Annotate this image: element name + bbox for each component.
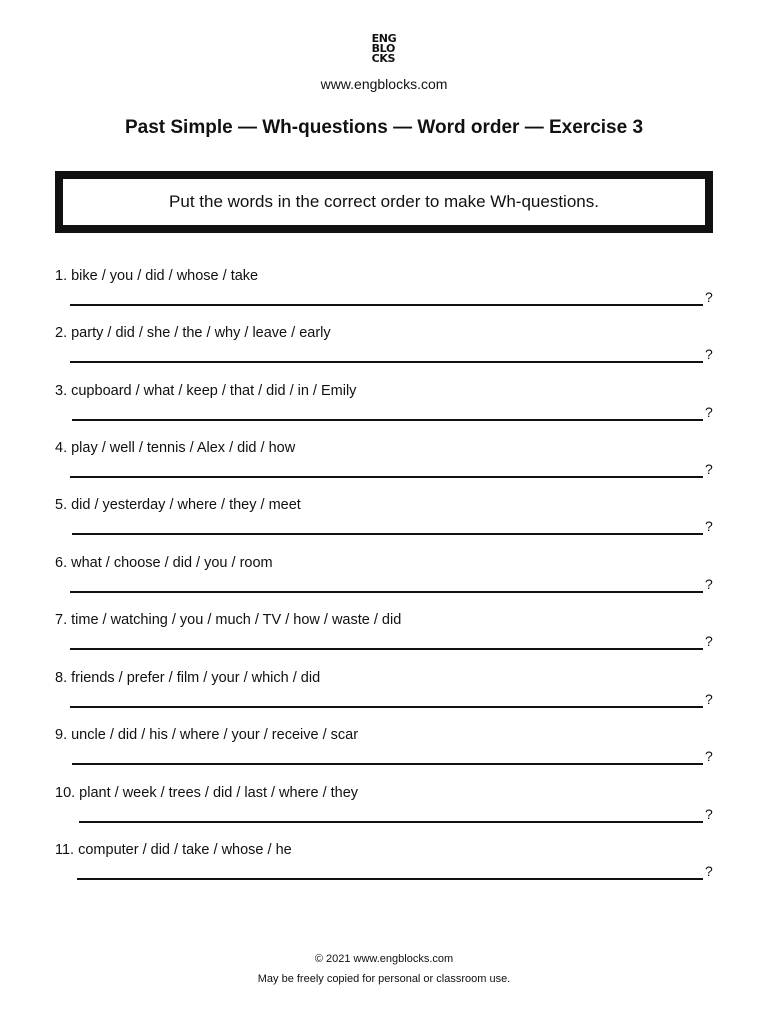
exercise-prompt: 9. uncle / did / his / where / your / receive / scar xyxy=(55,727,359,743)
exercise-prompt: 10. plant / week / trees / did / last / where / they xyxy=(55,785,359,801)
question-mark: ? xyxy=(705,633,713,649)
answer-line[interactable] xyxy=(79,821,703,823)
question-mark: ? xyxy=(705,863,713,879)
question-mark: ? xyxy=(705,404,713,420)
engblocks-logo xyxy=(0,34,768,67)
exercise-prompt: 1. bike / you / did / whose / take xyxy=(55,268,259,284)
exercise-prompt: 11. computer / did / take / whose / he xyxy=(55,842,292,858)
footer-note: May be freely copied for personal or classroom use. xyxy=(257,973,511,985)
logo-mark xyxy=(372,34,397,64)
question-mark: ? xyxy=(705,461,713,477)
answer-line[interactable] xyxy=(70,361,703,363)
site-url: www.engblocks.com xyxy=(320,76,448,92)
answer-line[interactable] xyxy=(72,763,703,765)
question-mark: ? xyxy=(705,806,713,822)
exercise-prompt: 6. what / choose / did / you / room xyxy=(55,555,273,571)
answer-line[interactable] xyxy=(70,706,703,708)
answer-line[interactable] xyxy=(70,648,703,650)
logo-line-1: ENG xyxy=(371,32,397,45)
question-mark: ? xyxy=(705,748,713,764)
question-mark: ? xyxy=(705,346,713,362)
question-mark: ? xyxy=(705,518,713,534)
logo-line-3: CKS xyxy=(371,52,396,65)
exercise-prompt: 8. friends / prefer / film / your / which / did xyxy=(55,670,321,686)
question-mark: ? xyxy=(705,691,713,707)
exercise-prompt: 2. party / did / she / the / why / leave / early xyxy=(55,325,331,341)
answer-line[interactable] xyxy=(72,533,703,535)
answer-line[interactable] xyxy=(72,419,703,421)
question-mark: ? xyxy=(705,289,713,305)
page-title: Past Simple — Wh-questions — Word order — Exercise 3 xyxy=(124,117,644,138)
exercise-prompt: 3. cupboard / what / keep / that / did / in / Emily xyxy=(55,383,357,399)
exercise-prompt: 4. play / well / tennis / Alex / did / how xyxy=(55,440,296,456)
answer-line[interactable] xyxy=(70,591,703,593)
exercise-prompt: 7. time / watching / you / much / TV / how / waste / did xyxy=(55,612,402,628)
answer-line[interactable] xyxy=(77,878,703,880)
question-mark: ? xyxy=(705,576,713,592)
footer-copyright: © 2021 www.engblocks.com xyxy=(314,953,454,965)
exercise-prompt: 5. did / yesterday / where / they / meet xyxy=(55,497,301,513)
instruction-box xyxy=(55,171,713,233)
instruction-text: Put the words in the correct order to make Wh-questions. xyxy=(169,192,599,211)
logo-line-2: BLO xyxy=(371,42,396,55)
answer-line[interactable] xyxy=(70,304,703,306)
answer-line[interactable] xyxy=(70,476,703,478)
